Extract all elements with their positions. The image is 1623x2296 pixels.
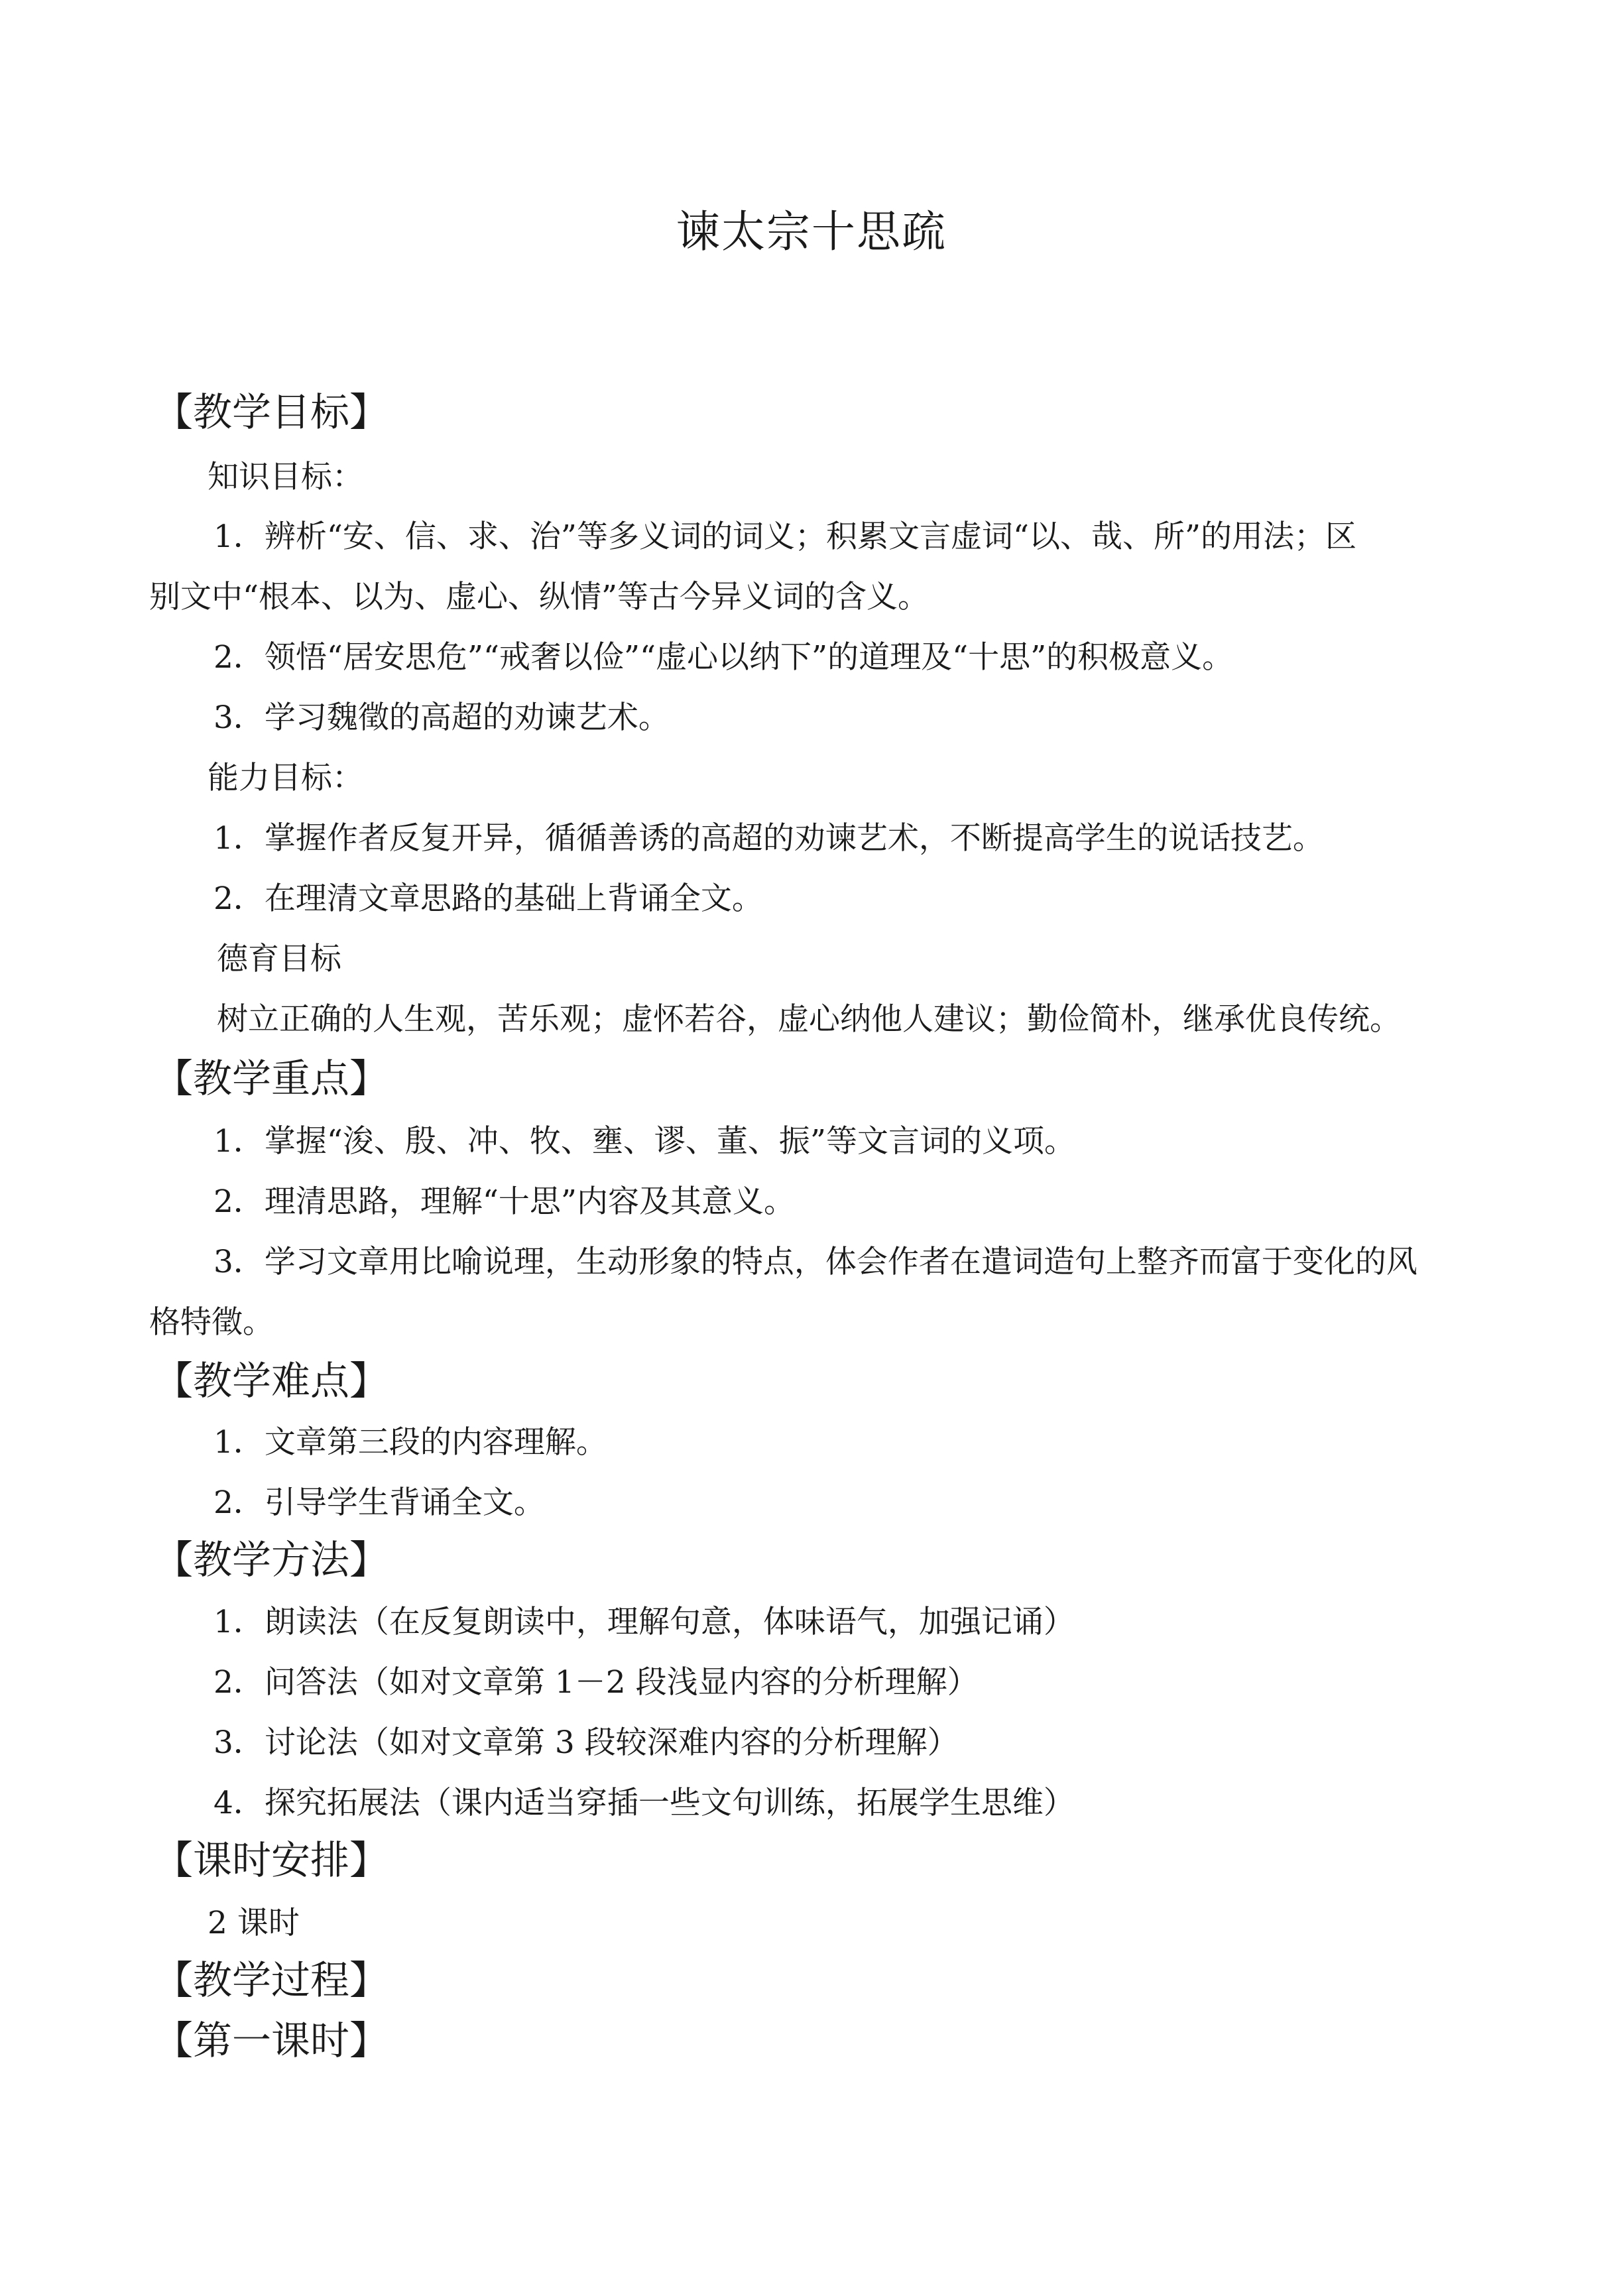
heading-difficulties: 【教学难点】 [154,1358,389,1404]
difficulty-1: 1．文章第三段的内容理解。 [213,1424,607,1461]
ability-item-1: 1．掌握作者反复开异，循循善诱的高超的劝谏艺术，不断提高学生的说话技艺。 [213,820,1324,857]
heading-methods: 【教学方法】 [154,1537,389,1583]
schedule-text: 2 课时 [208,1905,300,1941]
heading-schedule: 【课时安排】 [154,1837,389,1883]
knowledge-item-2: 2．领悟“居安思危”“戒奢以俭”“虚心以纳下”的道理及“十思”的积极意义。 [213,639,1234,676]
label-moral-goals: 德育目标 [217,941,341,977]
knowledge-item-3: 3．学习魏徵的高超的劝谏艺术。 [213,699,670,736]
moral-goals-text: 树立正确的人生观，苦乐观；虚怀若谷，虚心纳他人建议；勤俭简朴，继承优良传统。 [217,1001,1401,1038]
heading-key-points: 【教学重点】 [154,1056,389,1101]
label-ability-goals: 能力目标： [208,760,363,796]
method-4: 4．探究拓展法（课内适当穿插一些文句训练，拓展学生思维） [213,1785,1075,1821]
difficulty-2: 2．引导学生背诵全文。 [213,1484,545,1521]
label-knowledge-goals: 知识目标： [208,459,363,495]
method-1: 1．朗读法（在反复朗读中，理解句意，体味语气，加强记诵） [213,1604,1075,1640]
key-point-1: 1．掌握“浚、殷、冲、牧、壅、谬、董、振”等文言词的义项。 [213,1123,1075,1160]
heading-process: 【教学过程】 [154,1957,389,2003]
knowledge-item-1b: 别文中“根本、以为、虚心、纵情”等古今异义词的含义。 [149,579,930,615]
document-title: 谏太宗十思疏 [676,206,947,257]
key-point-2: 2．理清思路，理解“十思”内容及其意义。 [213,1183,795,1220]
method-3: 3．讨论法（如对文章第 3 段较深难内容的分析理解） [213,1724,959,1761]
knowledge-item-1a: 1．辨析“安、信、求、治”等多义词的词义；积累文言虚词“以、哉、所”的用法；区 [213,518,1357,555]
heading-first-lesson: 【第一课时】 [154,2018,389,2063]
key-point-3b: 格特徵。 [149,1304,274,1341]
ability-item-2: 2．在理清文章思路的基础上背诵全文。 [213,880,763,917]
heading-teaching-goals: 【教学目标】 [154,389,389,435]
method-2: 2．问答法（如对文章第 1－2 段浅显内容的分析理解） [213,1664,979,1701]
key-point-3a: 3．学习文章用比喻说理，生动形象的特点，体会作者在遣词造句上整齐而富于变化的风 [213,1244,1417,1280]
